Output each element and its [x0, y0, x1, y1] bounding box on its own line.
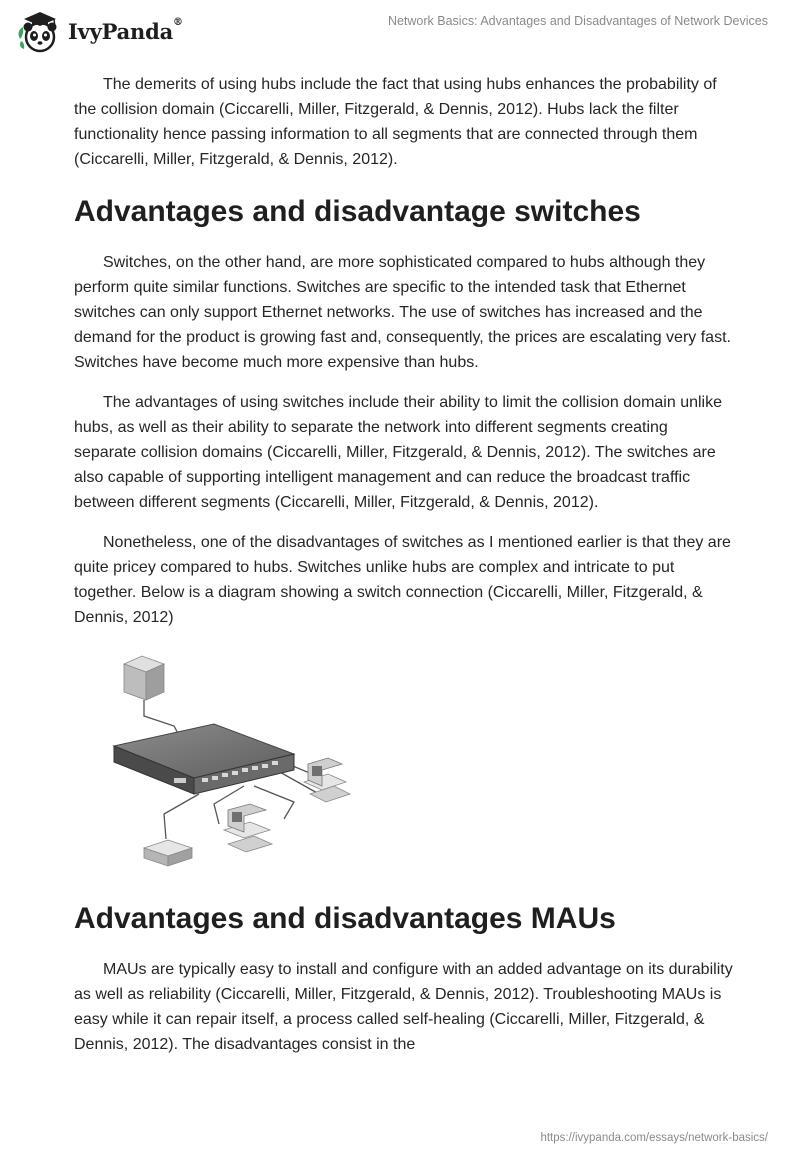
switch-connection-diagram [94, 654, 364, 879]
maus-heading: Advantages and disadvantages MAUs [74, 902, 616, 935]
source-url[interactable]: https://ivypanda.com/essays/network-basics/ [540, 1132, 768, 1144]
essay-content [74, 72, 734, 1072]
document-title: Network Basics: Advantages and Disadvantages of Network Devices [387, 14, 768, 28]
computer-icon [224, 804, 272, 852]
computer-icon [304, 758, 350, 802]
panda-graduate-icon [14, 9, 62, 53]
switches-paragraph: Nonetheless, one of the disadvantages of switches as I mentioned earlier is that they are quite pricey compared to hubs. Switches unlike hubs are complex and intricate to put together. Below is a diagram showing a switch connection (Ciccarelli, Miller, Fitzgerald, & Dennis, 2012) [74, 534, 731, 626]
printer-icon [144, 840, 192, 866]
switches-paragraph: Switches, on the other hand, are more sophisticated compared to hubs although they perform quite similar functions. Switches are specific to the intended task that Ethernet switches can only support Ethernet networks. The use of switches has increased and the demand for the product is growing fast and, consequently, the prices are escalating very fast. Switches have become much more expensive than hubs. [74, 254, 731, 371]
intro-paragraph: The demerits of using hubs include the fact that using hubs enhances the probability of the collision domain (Ciccarelli, Miller, Fitzgerald, & Dennis, 2012). Hubs lack the filter functionality hence passing information to all segments that are connected through them (Ciccarelli, Miller, Fitzgerald, & Dennis, 2012). [74, 76, 717, 168]
page-header [0, 0, 800, 60]
switches-heading: Advantages and disadvantage switches [74, 195, 641, 228]
maus-paragraph: MAUs are typically easy to install and configure with an added advantage on its durability as well as reliability (Ciccarelli, Miller, Fitzgerald, & Dennis, 2012). Troubleshooting MAUs is easy while it can repair itself, a process called self-healing (Ciccarelli, Miller, Fitzgerald, & Dennis, 2012). The disadvantages consist in the [74, 961, 733, 1053]
switches-paragraph: The advantages of using switches include their ability to limit the collision domain unlike hubs, as well as their ability to separate the network into different segments creating separate collision domains (Ciccarelli, Miller, Fitzgerald, & Dennis, 2012). The switches are also capable of supporting intelligent management and can reduce the broadcast traffic between different segments (Ciccarelli, Miller, Fitzgerald, & Dennis, 2012). [74, 394, 722, 511]
ivypanda-logo[interactable] [14, 9, 194, 53]
network-switch-icon [114, 724, 294, 794]
server-icon [124, 656, 164, 700]
brand-name: IvyPanda® [68, 16, 183, 44]
